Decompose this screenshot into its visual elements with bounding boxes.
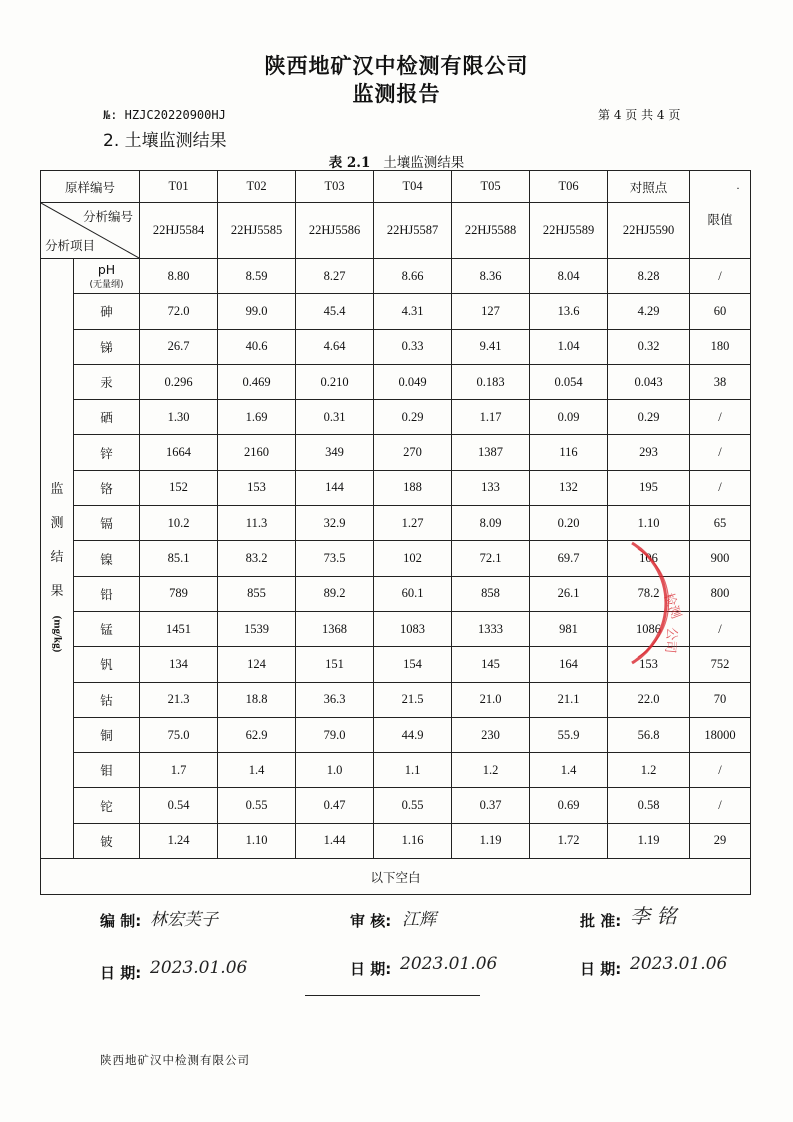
- footer-row: [41, 859, 751, 895]
- table-row: [41, 435, 751, 470]
- analyte-label: 硒: [100, 410, 113, 426]
- result-value: 8.59: [218, 259, 296, 294]
- result-value: 72.1: [452, 541, 530, 576]
- limit-value: 180: [690, 329, 751, 364]
- analyte-name: [74, 576, 140, 611]
- group-label-char: 监: [50, 481, 64, 497]
- analyte-name: [74, 717, 140, 752]
- analyte-label: 钼: [100, 763, 113, 779]
- header-analysis-id: 分析编号: [83, 209, 134, 224]
- analysis-id: 22HJ5589: [530, 203, 608, 259]
- approver-label: 批 准:: [580, 912, 622, 930]
- analyte-label: 钴: [100, 692, 113, 708]
- result-value: 1.2: [608, 753, 690, 788]
- table-row: [41, 259, 751, 294]
- analyte-name: [74, 647, 140, 682]
- analyte-name: [74, 753, 140, 788]
- result-value: 45.4: [296, 294, 374, 329]
- analyte-name: [74, 400, 140, 435]
- result-value: 10.2: [140, 506, 218, 541]
- result-value: 8.09: [452, 506, 530, 541]
- result-value: 85.1: [140, 541, 218, 576]
- result-value: 55.9: [530, 717, 608, 752]
- group-label-char: 结: [50, 549, 64, 565]
- limit-value: /: [690, 435, 751, 470]
- limit-value: /: [690, 753, 751, 788]
- date-editor: 2023.01.06: [150, 958, 248, 978]
- group-label-char: 果: [50, 583, 64, 599]
- result-value: 1.7: [140, 753, 218, 788]
- result-value: 0.296: [140, 364, 218, 399]
- svg-text:公司: 公司: [661, 626, 679, 654]
- result-value: 8.36: [452, 259, 530, 294]
- sample-header: T04: [374, 171, 452, 203]
- result-value: 0.29: [374, 400, 452, 435]
- result-value: 8.04: [530, 259, 608, 294]
- analyte-name: [74, 259, 140, 294]
- result-value: 0.32: [608, 329, 690, 364]
- analyte-label: 汞: [100, 375, 113, 391]
- result-value: 1368: [296, 611, 374, 646]
- analyte-label: 铊: [100, 798, 113, 814]
- result-value: 133: [452, 470, 530, 505]
- result-value: 1.17: [452, 400, 530, 435]
- analyte-label: 砷: [100, 304, 113, 320]
- result-value: 151: [296, 647, 374, 682]
- analyte-label: 铅: [100, 586, 113, 602]
- result-value: 0.31: [296, 400, 374, 435]
- result-value: 73.5: [296, 541, 374, 576]
- table-row: [41, 788, 751, 823]
- result-value: 26.7: [140, 329, 218, 364]
- limit-value: 18000: [690, 717, 751, 752]
- sample-header: T03: [296, 171, 374, 203]
- limit-value: 900: [690, 541, 751, 576]
- limit-value: /: [690, 400, 751, 435]
- result-value: 2160: [218, 435, 296, 470]
- result-value: 1.30: [140, 400, 218, 435]
- approver-signature: 李 铭: [630, 904, 677, 928]
- limit-value: /: [690, 788, 751, 823]
- header-sample-id: 原样编号: [41, 171, 140, 203]
- result-value: 0.210: [296, 364, 374, 399]
- table-row: [41, 717, 751, 752]
- analyte-label: 铜: [100, 728, 113, 743]
- result-value: 0.37: [452, 788, 530, 823]
- sample-header: T01: [140, 171, 218, 203]
- diagonal-header-cell: [41, 203, 140, 259]
- result-value: 1.19: [452, 823, 530, 858]
- analyte-name: [74, 364, 140, 399]
- result-value: 26.1: [530, 576, 608, 611]
- result-value: 0.183: [452, 364, 530, 399]
- result-value: 230: [452, 717, 530, 752]
- analyte-label: 钒: [100, 657, 113, 673]
- sample-header: T05: [452, 171, 530, 203]
- result-value: 44.9: [374, 717, 452, 752]
- result-value: 9.41: [452, 329, 530, 364]
- result-value: 0.47: [296, 788, 374, 823]
- reviewer-label: 审 核:: [350, 912, 392, 930]
- result-value: 8.27: [296, 259, 374, 294]
- result-value: 981: [530, 611, 608, 646]
- result-value: 0.29: [608, 400, 690, 435]
- footer-company: 陕西地矿汉中检测有限公司: [100, 1053, 250, 1067]
- result-value: 1.16: [374, 823, 452, 858]
- analyte-name: [74, 541, 140, 576]
- limit-value: /: [690, 611, 751, 646]
- analyte-label: 锌: [100, 445, 113, 461]
- analyte-name: [74, 470, 140, 505]
- result-value: 127: [452, 294, 530, 329]
- analyte-name: [74, 435, 140, 470]
- analyte-name: [74, 611, 140, 646]
- table-row: [41, 400, 751, 435]
- table-caption-text: 土壤监测结果: [383, 155, 465, 171]
- analyte-name: [74, 823, 140, 858]
- limit-value: 29: [690, 823, 751, 858]
- limit-value: 752: [690, 647, 751, 682]
- result-value: 1.10: [608, 506, 690, 541]
- result-value: 1.4: [530, 753, 608, 788]
- result-value: 1.10: [218, 823, 296, 858]
- svg-text:检测: 检测: [660, 591, 684, 621]
- result-value: 1.19: [608, 823, 690, 858]
- result-value: 270: [374, 435, 452, 470]
- document-title: 监测报告: [352, 82, 441, 106]
- page-info: 第 4 页 共 4 页: [598, 108, 681, 122]
- result-value: 21.0: [452, 682, 530, 717]
- table-caption: [0, 151, 793, 171]
- table-caption-number: 表 2.1: [328, 155, 371, 171]
- analysis-id: 22HJ5584: [140, 203, 218, 259]
- result-value: 4.31: [374, 294, 452, 329]
- result-value: 188: [374, 470, 452, 505]
- editor-signature: 林宏芙子: [150, 910, 218, 930]
- result-value: 293: [608, 435, 690, 470]
- reviewer-signature: 江辉: [402, 910, 436, 930]
- table-row: [41, 682, 751, 717]
- result-value: 0.043: [608, 364, 690, 399]
- result-value: 0.09: [530, 400, 608, 435]
- result-value: 69.7: [530, 541, 608, 576]
- result-value: 1664: [140, 435, 218, 470]
- result-value: 1.2: [452, 753, 530, 788]
- result-value: 8.28: [608, 259, 690, 294]
- result-value: 124: [218, 647, 296, 682]
- result-value: 153: [608, 647, 690, 682]
- result-value: 1.04: [530, 329, 608, 364]
- limit-value: /: [690, 259, 751, 294]
- limit-value: /: [690, 470, 751, 505]
- analyte-label: 锑: [100, 339, 113, 355]
- result-value: 21.1: [530, 682, 608, 717]
- analyte-name: [74, 329, 140, 364]
- limit-value: 70: [690, 682, 751, 717]
- analyte-label: 铬: [100, 480, 113, 496]
- table-row: [41, 364, 751, 399]
- result-value: 1.69: [218, 400, 296, 435]
- group-label-char: 测: [50, 515, 64, 531]
- result-value: 0.054: [530, 364, 608, 399]
- result-value: 153: [218, 470, 296, 505]
- header-analysis-item: 分析项目: [45, 238, 96, 253]
- result-value: 22.0: [608, 682, 690, 717]
- blank-below-note: 以下空白: [41, 859, 751, 895]
- date-label-approver: 日 期:: [580, 960, 622, 978]
- limit-value: 65: [690, 506, 751, 541]
- analyte-name: [74, 294, 140, 329]
- result-value: 11.3: [218, 506, 296, 541]
- result-value: 145: [452, 647, 530, 682]
- result-value: 0.55: [374, 788, 452, 823]
- result-value: 21.5: [374, 682, 452, 717]
- result-value: 1451: [140, 611, 218, 646]
- result-value: 152: [140, 470, 218, 505]
- analyte-label: 锰: [100, 622, 113, 638]
- result-value: 195: [608, 470, 690, 505]
- result-value: 0.58: [608, 788, 690, 823]
- limit-dot: ·: [736, 181, 741, 195]
- result-value: 1.4: [218, 753, 296, 788]
- analysis-id: 22HJ5585: [218, 203, 296, 259]
- result-value: 154: [374, 647, 452, 682]
- limit-header: [690, 171, 751, 259]
- analyte-label: 镍: [100, 551, 113, 567]
- result-value: 1.1: [374, 753, 452, 788]
- table-row: [41, 470, 751, 505]
- result-value: 1.72: [530, 823, 608, 858]
- result-value: 4.64: [296, 329, 374, 364]
- result-value: 78.2: [608, 576, 690, 611]
- group-unit: (mg/kg): [51, 615, 64, 652]
- result-value: 144: [296, 470, 374, 505]
- analyte-name: [74, 506, 140, 541]
- result-value: 1539: [218, 611, 296, 646]
- sample-header: 对照点: [608, 171, 690, 203]
- result-value: 0.33: [374, 329, 452, 364]
- result-value: 72.0: [140, 294, 218, 329]
- result-value: 0.469: [218, 364, 296, 399]
- result-value: 56.8: [608, 717, 690, 752]
- analyte-name: [74, 788, 140, 823]
- company-name: 陕西地矿汉中检测有限公司: [264, 54, 529, 78]
- result-value: 89.2: [296, 576, 374, 611]
- result-value: 0.20: [530, 506, 608, 541]
- result-value: 106: [608, 541, 690, 576]
- result-value: 0.54: [140, 788, 218, 823]
- result-value: 40.6: [218, 329, 296, 364]
- result-value: 1387: [452, 435, 530, 470]
- result-value: 0.55: [218, 788, 296, 823]
- result-value: 13.6: [530, 294, 608, 329]
- result-value: 32.9: [296, 506, 374, 541]
- result-value: 18.8: [218, 682, 296, 717]
- analysis-id: 22HJ5586: [296, 203, 374, 259]
- result-value: 1086: [608, 611, 690, 646]
- editor-label: 编 制:: [100, 912, 142, 930]
- date-reviewer: 2023.01.06: [400, 954, 498, 974]
- result-value: 8.66: [374, 259, 452, 294]
- date-label-editor: 日 期:: [100, 964, 142, 982]
- analyte-unit-note: (无量纲): [89, 280, 124, 291]
- result-value: 1.44: [296, 823, 374, 858]
- result-value: 1.0: [296, 753, 374, 788]
- result-value: 8.80: [140, 259, 218, 294]
- table-row: [41, 294, 751, 329]
- result-value: 1.24: [140, 823, 218, 858]
- soil-results-table: [40, 170, 751, 895]
- analysis-id: 22HJ5590: [608, 203, 690, 259]
- result-value: 0.049: [374, 364, 452, 399]
- date-approver: 2023.01.06: [630, 954, 728, 974]
- limit-value: 38: [690, 364, 751, 399]
- signature-divider: [305, 995, 480, 996]
- result-value: 1333: [452, 611, 530, 646]
- date-label-reviewer: 日 期:: [350, 960, 392, 978]
- table-row: [41, 753, 751, 788]
- result-value: 132: [530, 470, 608, 505]
- result-value: 1.27: [374, 506, 452, 541]
- header-row-analysis-ids: [41, 203, 751, 259]
- analyte-label: 铍: [100, 833, 113, 849]
- result-value: 83.2: [218, 541, 296, 576]
- header-row-samples: [41, 171, 751, 203]
- result-value: 102: [374, 541, 452, 576]
- result-value: 75.0: [140, 717, 218, 752]
- result-value: 0.69: [530, 788, 608, 823]
- result-value: 99.0: [218, 294, 296, 329]
- result-value: 60.1: [374, 576, 452, 611]
- report-number: №: HZJC20220900HJ: [103, 108, 226, 122]
- result-value: 36.3: [296, 682, 374, 717]
- table-row: [41, 823, 751, 858]
- official-seal-stamp: [612, 535, 702, 670]
- result-value: 349: [296, 435, 374, 470]
- result-value: 116: [530, 435, 608, 470]
- result-value: 79.0: [296, 717, 374, 752]
- result-value: 134: [140, 647, 218, 682]
- result-value: 62.9: [218, 717, 296, 752]
- limit-value: 60: [690, 294, 751, 329]
- section-title: 2. 土壤监测结果: [103, 131, 227, 151]
- sample-header: T06: [530, 171, 608, 203]
- result-value: 21.3: [140, 682, 218, 717]
- result-value: 858: [452, 576, 530, 611]
- sample-header: T02: [218, 171, 296, 203]
- analyte-name: [74, 682, 140, 717]
- result-value: 789: [140, 576, 218, 611]
- results-group-label: [41, 259, 74, 859]
- analysis-id: 22HJ5587: [374, 203, 452, 259]
- analysis-id: 22HJ5588: [452, 203, 530, 259]
- limit-value: 800: [690, 576, 751, 611]
- table-row: [41, 329, 751, 364]
- result-value: 4.29: [608, 294, 690, 329]
- result-value: 1083: [374, 611, 452, 646]
- result-value: 855: [218, 576, 296, 611]
- analyte-label: 镉: [100, 516, 113, 532]
- analyte-label: pH: [97, 262, 116, 278]
- limit-header-label: 限值: [707, 212, 733, 227]
- result-value: 164: [530, 647, 608, 682]
